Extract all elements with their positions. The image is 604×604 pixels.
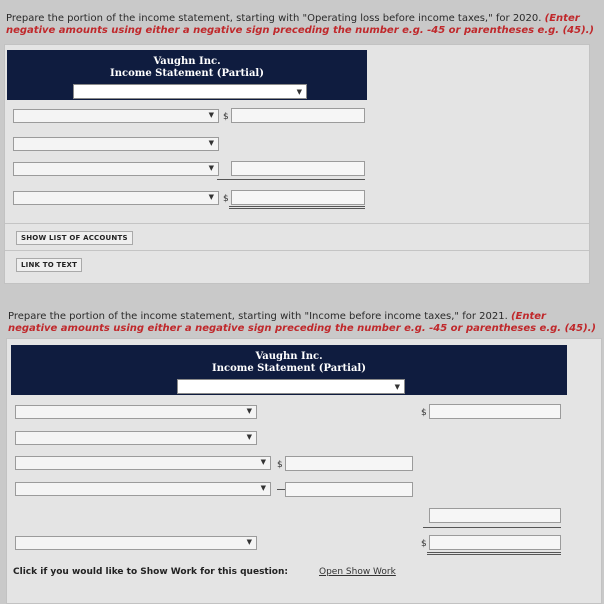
chevron-down-icon: ▼ <box>260 458 266 466</box>
part2-instructions <box>8 311 598 335</box>
part2-statement-title: Income Statement (Partial) <box>212 363 366 374</box>
chevron-down-icon: ▼ <box>296 88 302 96</box>
part2-instructions-text: Prepare the portion of the income statement, starting with "Income before income taxes," for 2021. <box>8 311 511 322</box>
chevron-down-icon: ▼ <box>208 139 214 147</box>
part1-total-rule-1 <box>229 206 365 207</box>
chevron-down-icon: ▼ <box>246 433 252 441</box>
part1-button-bar-2 <box>5 250 589 251</box>
part2-account-select-4[interactable] <box>15 482 271 496</box>
part2-account-select-3[interactable] <box>15 456 271 470</box>
part1-currency-symbol-1: $ <box>223 112 229 122</box>
part1-account-select-1[interactable] <box>13 109 219 123</box>
part2-instructions-note: (Enter negative amounts using either a negative sign preceding the number e.g. -45 or parentheses e.g. (45).) <box>8 311 597 334</box>
part2-amount-input-4[interactable] <box>285 482 413 497</box>
part2-total-rule-2 <box>427 554 561 555</box>
part2-currency-symbol-3: $ <box>277 460 283 470</box>
part1-period-select[interactable] <box>73 84 307 99</box>
part1-panel <box>4 44 590 284</box>
chevron-down-icon: ▼ <box>208 111 214 119</box>
part1-company-name: Vaughn Inc. <box>153 56 221 67</box>
chevron-down-icon: ▼ <box>208 164 214 172</box>
part2-account-select-2[interactable] <box>15 431 257 445</box>
link-to-text-button[interactable]: LINK TO TEXT <box>16 258 82 272</box>
part2-account-select-1[interactable] <box>15 405 257 419</box>
chevron-down-icon: ▼ <box>394 383 400 391</box>
open-show-work-link[interactable]: Open Show Work <box>319 567 396 577</box>
part1-account-select-3[interactable] <box>13 162 219 176</box>
show-work-prompt: Click if you would like to Show Work for this question: <box>13 567 288 577</box>
part2-account-select-6[interactable] <box>15 536 257 550</box>
show-list-of-accounts-button[interactable]: SHOW LIST OF ACCOUNTS <box>16 231 133 245</box>
chevron-down-icon: ▼ <box>260 484 266 492</box>
part1-account-select-4[interactable] <box>13 191 219 205</box>
part1-statement-header <box>7 50 367 100</box>
part1-subtotal-rule <box>217 179 365 180</box>
part2-amount-input-1[interactable] <box>429 404 561 419</box>
part1-button-bar-1 <box>5 223 589 224</box>
part1-account-select-2[interactable] <box>13 137 219 151</box>
part2-total-rule-1 <box>427 552 561 553</box>
part1-amount-input-4[interactable] <box>231 190 365 205</box>
part1-amount-input-3[interactable] <box>231 161 365 176</box>
part2-bracket-rule <box>277 489 285 490</box>
part1-instructions-text: Prepare the portion of the income statement, starting with "Operating loss before income taxes," for 2020. <box>6 13 545 24</box>
part1-total-rule-2 <box>229 208 365 209</box>
part1-instructions <box>6 13 598 37</box>
part2-panel <box>6 338 602 604</box>
part1-statement-title: Income Statement (Partial) <box>110 68 264 79</box>
part2-company-name: Vaughn Inc. <box>255 351 323 362</box>
chevron-down-icon: ▼ <box>246 407 252 415</box>
part2-amount-input-6[interactable] <box>429 535 561 550</box>
part2-statement-header <box>11 345 567 395</box>
part1-instructions-note: (Enter negative amounts using either a negative sign preceding the number e.g. -45 or parentheses e.g. (45).) <box>6 13 595 36</box>
part2-amount-input-5[interactable] <box>429 508 561 523</box>
part1-currency-symbol-4: $ <box>223 194 229 204</box>
part2-amount-input-3[interactable] <box>285 456 413 471</box>
part1-amount-input-1[interactable] <box>231 108 365 123</box>
part2-subtotal-rule <box>423 527 561 528</box>
part2-period-select[interactable] <box>177 379 405 394</box>
part2-currency-symbol-1: $ <box>421 408 427 418</box>
chevron-down-icon: ▼ <box>208 193 214 201</box>
chevron-down-icon: ▼ <box>246 538 252 546</box>
part2-currency-symbol-6: $ <box>421 539 427 549</box>
